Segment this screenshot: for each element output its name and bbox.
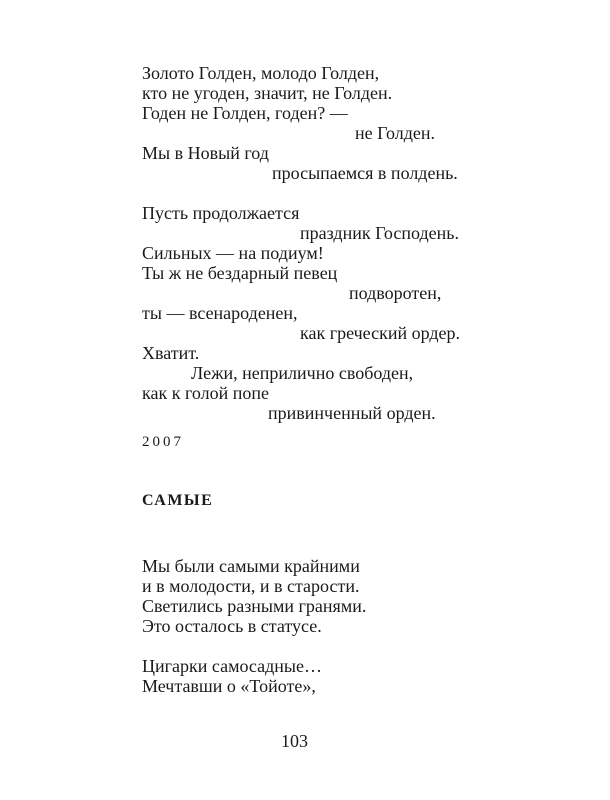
poem-date: 2007 xyxy=(142,434,184,450)
poem-line: Годен не Голден, годен? — xyxy=(142,103,348,123)
poem-line: ты — всенароденен, xyxy=(142,303,298,323)
poem-line: подворотен, xyxy=(349,283,442,303)
poem-line: привинченный орден. xyxy=(268,403,436,423)
poem-line: Золото Голден, молодо Голден, xyxy=(142,63,380,83)
poem-line: как к голой попе xyxy=(142,383,270,403)
poem-line: Цигарки самосадные… xyxy=(142,656,322,676)
poem-line: Пусть продолжается xyxy=(142,203,300,223)
poem-line: кто не угоден, значит, не Голден. xyxy=(142,83,393,103)
poem-line: как греческий ордер. xyxy=(300,323,461,343)
poem-line: Светились разными гранями. xyxy=(142,596,367,616)
poem-line: не Голден. xyxy=(355,123,435,143)
poem-line: Мы в Новый год xyxy=(142,143,269,163)
poem-title: САМЫЕ xyxy=(142,492,214,509)
poem-line: Ты ж не бездарный певец xyxy=(142,263,338,283)
poem-line: просыпаемся в полдень. xyxy=(272,163,458,183)
poem-line: праздник Господень. xyxy=(300,223,459,243)
poem-line: и в молодости, и в старости. xyxy=(142,576,360,596)
poem-line: Мы были самыми крайними xyxy=(142,556,360,576)
page-number: 103 xyxy=(281,731,308,751)
poem-line: Это осталось в статусе. xyxy=(142,616,322,636)
poem-line: Мечтавши о «Тойоте», xyxy=(142,676,316,696)
poem-line: Сильных — на подиум! xyxy=(142,243,324,263)
poem-line: Хватит. xyxy=(142,343,200,363)
poem-line: Лежи, неприлично свободен, xyxy=(191,363,414,383)
